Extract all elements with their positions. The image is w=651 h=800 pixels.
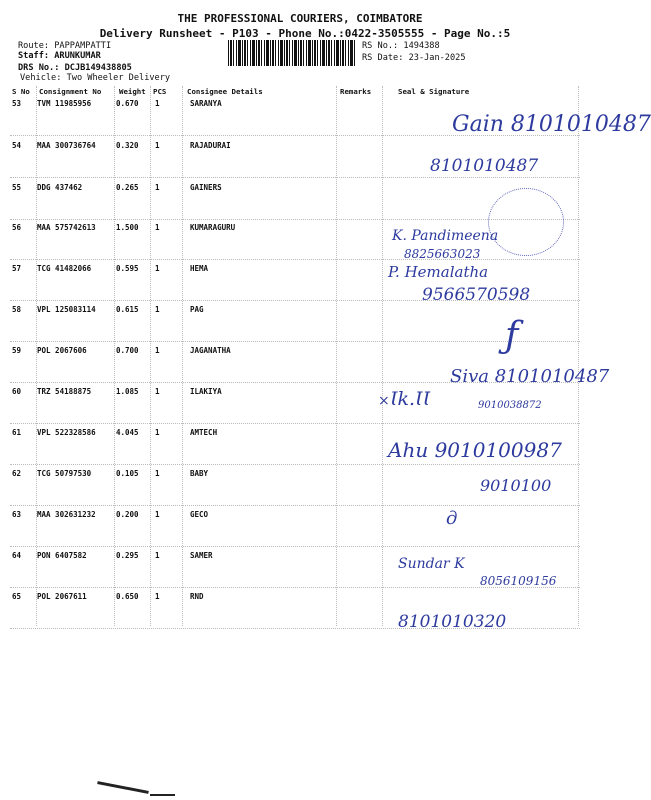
vehicle-label: Vehicle:	[20, 73, 62, 83]
signature-59-icon: ƒ	[505, 315, 519, 356]
runsheet-title: Delivery Runsheet - P103 - Phone No.:0422-3505555 - Page No.:5	[99, 27, 511, 40]
row-pcs: 1	[155, 223, 160, 232]
row-sno: 58	[12, 305, 22, 314]
row-divider	[10, 464, 580, 465]
row-consignment-no: POL 2067606	[37, 346, 87, 355]
col-seal: Seal & Signature	[398, 87, 470, 96]
row-pcs: 1	[155, 469, 160, 478]
row-pcs: 1	[155, 592, 160, 601]
vehicle-line	[20, 73, 170, 83]
row-weight: 0.105	[116, 469, 139, 478]
row-consignment-no: MAA 302631232	[37, 510, 96, 519]
row-consignment-no: TVM 11985956	[37, 99, 92, 108]
row-consignee: RAJADURAI	[190, 141, 231, 150]
row-consignment-no: VPL 522328586	[37, 428, 96, 437]
row-consignment-no: MAA 575742613	[37, 223, 96, 232]
row-consignment-no: TCG 50797530	[37, 469, 92, 478]
signature-64-phone: 8056109156	[480, 574, 557, 588]
row-weight: 0.265	[116, 183, 139, 192]
col-consignment: Consignment No	[39, 87, 102, 96]
row-consignee: SARANYA	[190, 99, 222, 108]
col-weight: Weight	[119, 87, 146, 96]
row-sno: 54	[12, 141, 22, 150]
row-divider	[10, 505, 580, 506]
row-consignee: PAG	[190, 305, 204, 314]
route-label: Route:	[18, 41, 50, 51]
row-weight: 1.085	[116, 387, 139, 396]
row-weight: 0.650	[116, 592, 139, 601]
row-consignee: RND	[190, 592, 204, 601]
col-consignee: Consignee Details	[187, 87, 263, 96]
barcode-icon	[228, 40, 356, 66]
vehicle-value: Two Wheeler Delivery	[66, 73, 171, 83]
row-sno: 57	[12, 264, 22, 273]
signature-53-phone: 8101010487	[430, 156, 539, 176]
row-weight: 4.045	[116, 428, 139, 437]
signature-56-name: K. Pandimeena	[392, 228, 499, 244]
signature-64-name: Sundar K	[398, 556, 465, 572]
row-consignee: GECO	[190, 510, 209, 519]
rs-date-value: 23-Jan-2025	[408, 53, 466, 63]
row-divider	[10, 177, 580, 178]
row-consignee: KUMARAGURU	[190, 223, 236, 232]
row-consignee: ILAKIYA	[190, 387, 222, 396]
row-consignment-no: POL 2067611	[37, 592, 87, 601]
row-sno: 59	[12, 346, 22, 355]
row-divider	[10, 259, 580, 260]
row-consignment-no: PON 6407582	[37, 551, 87, 560]
row-sno: 63	[12, 510, 22, 519]
staff-line	[18, 51, 101, 61]
row-sno: 53	[12, 99, 22, 108]
col-pcs: PCS	[153, 87, 167, 96]
signature-60-phone: 9010038872	[478, 400, 542, 411]
row-pcs: 1	[155, 510, 160, 519]
signature-62: 9010100	[480, 476, 552, 495]
staff-label: Staff:	[18, 51, 50, 61]
row-pcs: 1	[155, 99, 160, 108]
row-consignee: HEMA	[190, 264, 209, 273]
row-sno: 56	[12, 223, 22, 232]
row-consignment-no: TCG 41482066	[37, 264, 92, 273]
row-pcs: 1	[155, 305, 160, 314]
route-line	[18, 41, 111, 51]
company-name: THE PROFESSIONAL COURIERS, COIMBATORE	[177, 12, 423, 25]
rs-date-line	[362, 53, 466, 63]
signature-57-phone: 9566570598	[422, 285, 531, 305]
row-weight: 0.200	[116, 510, 139, 519]
staff-value: ARUNKUMAR	[54, 51, 101, 61]
scan-smudge	[97, 781, 149, 794]
row-consignee: BABY	[190, 469, 209, 478]
row-weight: 0.700	[116, 346, 139, 355]
row-divider	[10, 546, 580, 547]
row-weight: 0.320	[116, 141, 139, 150]
drs-label: DRS No.:	[18, 63, 60, 73]
signature-60-sign-icon: Ɩk.ƖƖ	[390, 388, 431, 410]
signature-61: Ahu 9010100987	[388, 438, 562, 462]
row-consignment-no: TRZ 54188875	[37, 387, 92, 396]
row-sno: 60	[12, 387, 22, 396]
row-weight: 0.295	[116, 551, 139, 560]
col-remarks: Remarks	[340, 87, 372, 96]
row-consignment-no: DDG 437462	[37, 183, 83, 192]
row-pcs: 1	[155, 141, 160, 150]
row-pcs: 1	[155, 428, 160, 437]
signature-60-mark-icon: ×	[378, 393, 390, 409]
row-consignee: GAINERS	[190, 183, 222, 192]
route-value: PAPPAMPATTI	[54, 41, 112, 51]
row-consignment-no: VPL 125083114	[37, 305, 96, 314]
row-sno: 55	[12, 183, 22, 192]
signature-53: Gain 8101010487	[452, 112, 651, 137]
row-pcs: 1	[155, 264, 160, 273]
row-sno: 65	[12, 592, 22, 601]
row-consignment-no: MAA 300736764	[37, 141, 96, 150]
row-pcs: 1	[155, 183, 160, 192]
signature-56-phone: 8825663023	[404, 247, 481, 261]
row-divider	[10, 423, 580, 424]
signature-63-icon: д	[446, 508, 458, 529]
row-consignee: JAGANATHA	[190, 346, 231, 355]
company-seal-stamp	[488, 188, 564, 256]
row-divider	[10, 341, 580, 342]
row-pcs: 1	[155, 387, 160, 396]
row-weight: 0.670	[116, 99, 139, 108]
col-sno: S No	[12, 87, 30, 96]
signature-65: 8101010320	[398, 612, 507, 632]
row-consignee: AMTECH	[190, 428, 218, 437]
row-weight: 1.500	[116, 223, 139, 232]
row-weight: 0.595	[116, 264, 139, 273]
row-consignee: SAMER	[190, 551, 213, 560]
row-sno: 62	[12, 469, 22, 478]
row-sno: 61	[12, 428, 22, 437]
rs-date-label: RS Date:	[362, 53, 404, 63]
signature-57-name: P. Hemalatha	[388, 263, 489, 281]
row-sno: 64	[12, 551, 22, 560]
drs-line	[18, 63, 132, 73]
scan-smudge	[150, 794, 175, 796]
row-pcs: 1	[155, 346, 160, 355]
rs-no-label: RS No.:	[362, 41, 399, 51]
rs-no-line	[362, 41, 440, 51]
drs-value: DCJB149438805	[64, 63, 132, 73]
row-weight: 0.615	[116, 305, 139, 314]
rs-no-value: 1494388	[403, 41, 440, 51]
row-pcs: 1	[155, 551, 160, 560]
signature-60: Siva 8101010487	[450, 366, 610, 387]
